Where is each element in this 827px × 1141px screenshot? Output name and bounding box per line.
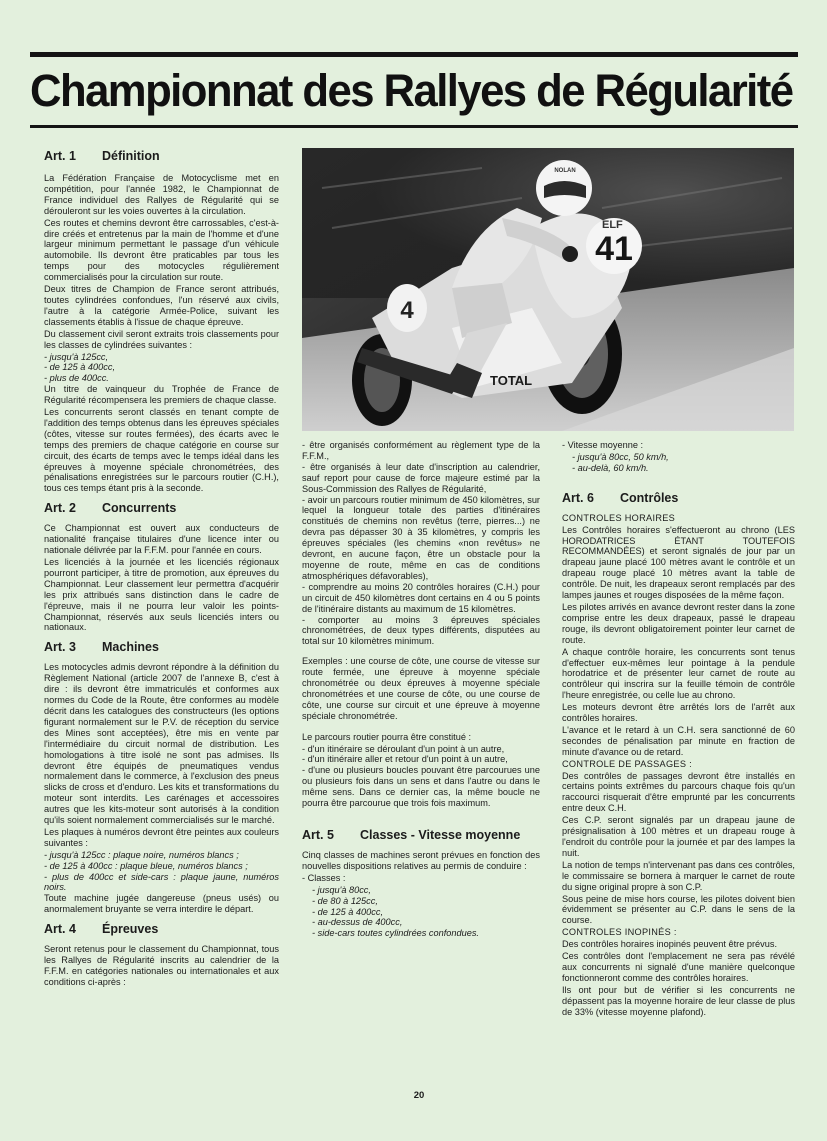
art4-parcours: Le parcours routier pourra être constitué : xyxy=(302,731,472,742)
list-item: - d'un itinéraire aller et retour d'un point à un autre, xyxy=(302,754,508,765)
column-middle xyxy=(302,440,540,939)
racer-photo xyxy=(302,148,794,431)
art5-number: Art. 5 xyxy=(302,828,334,842)
art2-title: Concurrents xyxy=(102,501,177,516)
list-item: - comporter au moins 3 épreuves spéciales chronométrées, de deux types différents, disputées au total sur 10 kilomètres minimum. xyxy=(302,614,540,647)
art4-lead: Seront retenus pour le classement du Championnat, tous les Rallyes de Régularité inscrits au calendrier de la F.F.M. en catégories nationales ou internationales et aux conditions ci-après : xyxy=(44,944,279,987)
art6-para: Ces contrôles dont l'emplacement ne sera pas révélé aux concurrents ni signalé d'une manière quelconque fonctionneront comme des contrôles horaires. xyxy=(562,951,795,983)
list-item: - jusqu'à 125cc, xyxy=(44,351,109,362)
art5-classes-label: - Classes : xyxy=(302,872,346,883)
art5-vitesse-list xyxy=(562,452,795,474)
art3-para: Les motocycles admis devront répondre à la définition du Règlement National (article 2007 de l'annexe B, c'est à dire : ils devront être immatriculés et conformes aux normes du Code de la Route, être conformes au modèle décrit dans les catalogues des constructeurs (les options figurant normalement sur le P.V. de réception du service des Mines sont acceptées), être mis en vente par l'intermédiaire du circuit normal de distribution. Les homologations à titre isolé ne sont pas admises. Ils devront être équipés de pneumatiques vendus normalement dans le commerce, à l'exclusion des pneus slicks de cross et d'enduro. Les kits et transformations du moteur sont interdits. Les carénages et accessoires autres que les kits-moteur sont autorisés à la condition qu'ils soient normalement commercialisés sur le marché. xyxy=(44,662,279,826)
list-item: - être organisés à leur date d'inscription au calendrier, sauf report pour cause de force majeure estimé par la Sous-Commission des Rallyes de Régularité, xyxy=(302,461,540,494)
list-item: - de 125 à 400cc, xyxy=(312,906,383,917)
art6-para: L'avance et le retard à un C.H. sera sanctionné de 60 secondes de pénalisation par minute en fraction de minute d'avance ou de retard. xyxy=(562,724,795,757)
art3-para: Toute machine jugée dangereuse (pneus usés) ou anormalement bruyante se verra interdire le départ. xyxy=(44,893,279,915)
art1-class-list xyxy=(44,352,279,385)
art5-lead: Cinq classes de machines seront prévues en fonction des nouvelles dispositions relatives au permis de conduire : xyxy=(302,850,540,871)
fairing-brand: TOTAL xyxy=(490,373,533,388)
art1-para: Ces routes et chemins devront être carrossables, c'est-à-dire créés et entretenus par la main de l'homme et d'une largeur minimum permettant le passage d'un véhicule automobile. Ils devront être praticables par tous les temps pour des motocycles régulièrement commercialisés pour la circulation sur route. xyxy=(44,217,279,283)
list-item: - de 80 à 125cc, xyxy=(312,895,378,906)
art1-para: La Fédération Française de Motocyclisme met en compétition, pour l'année 1982, le Championnat de France individuel des Rallyes de Régularité qui se dérouleront sur les voies ouvertes à la circulation. xyxy=(44,173,279,216)
art4-conditions-list xyxy=(302,440,540,647)
page-number: 20 xyxy=(413,1090,425,1101)
art1-title: Définition xyxy=(102,149,160,163)
controles-horaires-heading: CONTROLES HORAIRES xyxy=(562,512,676,523)
art3-title: Machines xyxy=(102,640,159,655)
art3-para: Les plaques à numéros devront être peintes aux couleurs suivantes : xyxy=(44,826,279,848)
art3-number: Art. 3 xyxy=(44,640,76,655)
column-left xyxy=(44,145,279,989)
art6-para: Des contrôles de passages devront être installés en certains points extrêmes du parcours chaque fois qu'un raccourci risquerait d'être emprunté par les concurrents entre deux C.H. xyxy=(562,770,795,814)
art4-number: Art. 4 xyxy=(44,922,76,937)
list-item: - de 125 à 400cc, xyxy=(44,362,115,373)
fairing-elf: ELF xyxy=(602,219,623,231)
art3-heading xyxy=(44,639,279,655)
fairing-number: 41 xyxy=(595,230,633,268)
art5-title: Classes - Vitesse moyenne xyxy=(360,828,521,842)
art3-plate-list xyxy=(44,850,279,894)
art6-para: Les Contrôles horaires s'effectueront au chrono (LES HORODATRICES ÉTANT TOUTEFOIS RECOMMANDÉES) et seront signalés de jour par un drapeau jaune placé 100 mètres avant le contrôle et un drapeau rouge placé 10 mètres avant la table de contrôle. De nuit, les drapeaux seront remplacés par des lampes jaunes et rouges disposées de la même façon. xyxy=(562,524,795,601)
art1-heading xyxy=(44,148,279,164)
art6-para: Les pilotes arrivés en avance devront rester dans la zone comprise entre les deux drapeaux, passé le drapeau rouge, ils devront obligatoirement pointer leur carnet de route. xyxy=(562,601,795,645)
art4-parcours-list xyxy=(302,744,540,809)
list-item: - être organisés conformément au règlement type de la F.F.M., xyxy=(302,440,540,461)
art5-vitesse-label: - Vitesse moyenne : xyxy=(562,440,644,450)
art2-para: Ce Championnat est ouvert aux conducteurs de nationalité française titulaires d'une licence inter ou nationale délivrée par la F.F.M. pour l'année en cours. xyxy=(44,523,279,556)
art1-para: Les concurrents seront classés en tenant compte de l'addition des temps obtenus dans les épreuves spéciales (côtes, vitesse sur routes fermées), des écarts avec le temps des premiers de chaque catégorie en course sur circuit, des écarts de temps avec le temps idéal dans les épreuves à moyenne spéciale chronométrées, des pénalisations enregistrées sur le parcours routier (C.H.), tous ces temps étant pris à la seconde. xyxy=(44,407,279,494)
list-item: - d'un itinéraire se déroulant d'un point à un autre, xyxy=(302,743,505,754)
art6-number: Art. 6 xyxy=(562,490,594,505)
list-item: - jusqu'à 125cc : plaque noire, numéros blancs ; xyxy=(44,849,239,860)
art6-para: Ils ont pour but de vérifier si les concurrents ne dépassent pas la moyenne horaire de leur classe de plus de 33% (vitesse moyenne plafond). xyxy=(562,984,795,1017)
side-number: 4 xyxy=(400,297,414,324)
art6-para: Sous peine de mise hors course, les pilotes doivent bien évidemment se présenter au C.P. dans le sens de la course. xyxy=(562,893,795,926)
list-item: - au-delà, 60 km/h. xyxy=(572,462,649,473)
title-rule-top xyxy=(30,52,798,57)
column-right xyxy=(562,440,795,1019)
list-item: - au-dessus de 400cc, xyxy=(312,917,403,928)
art4-examples: Exemples : une course de côte, une course de vitesse sur route fermée, une épreuve à moyenne spéciale chronométrée ou deux épreuves à moyenne spéciale chronométrées et une course de côte, ou une course de côte, une course sur circuit et une épreuve à moyenne spéciale chronométrée. xyxy=(302,656,540,721)
art6-heading xyxy=(562,490,795,506)
art5-classes-list xyxy=(302,885,540,940)
list-item: - de 125 à 400cc : plaque bleue, numéros blancs ; xyxy=(44,860,248,871)
list-item: - plus de 400cc et side-cars : plaque jaune, numéros noirs. xyxy=(44,871,279,893)
list-item: - side-cars toutes cylindrées confondues. xyxy=(312,928,479,939)
art6-title: Contrôles xyxy=(620,490,679,505)
controles-inopines-heading: CONTROLES INOPINÉS : xyxy=(562,927,677,938)
art2-heading xyxy=(44,500,279,516)
page-title: Championnat des Rallyes de Régularité xyxy=(30,65,793,116)
art1-number: Art. 1 xyxy=(44,149,76,163)
list-item: - jusqu'à 80cc, xyxy=(312,884,371,895)
art2-number: Art. 2 xyxy=(44,501,76,516)
list-item: - plus de 400cc. xyxy=(44,373,109,384)
art6-para: Les moteurs devront être arrêtés lors de l'arrêt aux contrôles horaires. xyxy=(562,702,795,724)
art2-para: Les licenciés à la journée et les licenciés régionaux pourront participer, à titre de promotion, aux épreuves du Championnat. Leur classement leur permettra d'acquérir les prix attribués sans distinction dans le cadre de l'épreuve, mais il ne pourra leur valoir les points-Championnat, réservés aux seuls licenciés inters ou nationaux. xyxy=(44,557,279,633)
art1-para: Du classement civil seront extraits trois classements pour les classes de cylindrées suivantes : xyxy=(44,328,279,350)
art6-para: A chaque contrôle horaire, les concurrents sont tenus d'effectuer eux-mêmes leur pointage à la pendule horodatrice et de présenter leur carnet de route au contrôleur qui inscrira sur la feuille témoin de contrôle l'heure enregistrée, ou celle lue au chrono. xyxy=(562,646,795,701)
list-item: - jusqu'à 80cc, 50 km/h, xyxy=(572,451,669,462)
art1-para: Un titre de vainqueur du Trophée de France de Régularité récompensera les premiers de chaque classe. xyxy=(44,384,279,406)
art6-para: Des contrôles horaires inopinés peuvent être prévus. xyxy=(562,939,778,950)
helmet-brand: NOLAN xyxy=(554,168,576,174)
controle-passages-heading: CONTROLE DE PASSAGES : xyxy=(562,758,692,769)
list-item: - d'une ou plusieurs boucles pouvant être parcourues une ou plusieurs fois dans un sens et dans l'autre ou dans le même sens. Dans ce dernier cas, la même boucle ne pourra être parcourue que trois fois maximum. xyxy=(302,765,540,809)
list-item: - avoir un parcours routier minimum de 450 kilomètres, sur lequel la longueur totale des parties d'itinéraires constitués de chemins non revêtus (terre, pierres...) ne devra pas dépasser 30 à 35 kilomètres, y compris les épreuves spéciales (les chemins «non revêtus» ne devront, en aucune façon, être un obstacle pour la moyenne de route, même en cas de conditions atmosphériques défavorables), xyxy=(302,494,540,581)
title-rule-bottom xyxy=(30,125,798,128)
art1-para: Deux titres de Champion de France seront attribués, toutes cylindrées confondues, l'un réservé aux civils, l'autre à la catégorie Armée-Police, suivant les classements établis à l'issue de chaque épreuve. xyxy=(44,284,279,327)
art6-para: Ces C.P. seront signalés par un drapeau jaune de présignalisation à 100 mètres et un drapeau rouge à l'endroit du contrôle pour la journée et par des lampes la nuit. xyxy=(562,815,795,858)
art4-title: Épreuves xyxy=(102,922,159,937)
art4-heading xyxy=(44,921,279,937)
art6-para: La notion de temps n'intervenant pas dans ces contrôles, le commissaire se bornera à marquer le carnet de route du signe original propre à son C.P. xyxy=(562,859,795,892)
art5-heading xyxy=(302,827,540,843)
list-item: - comprendre au moins 20 contrôles horaires (C.H.) pour un circuit de 450 kilomètres dont certains en 4 ou 5 points de l'itinéraire distants au maximum de 15 kilomètres. xyxy=(302,581,540,614)
